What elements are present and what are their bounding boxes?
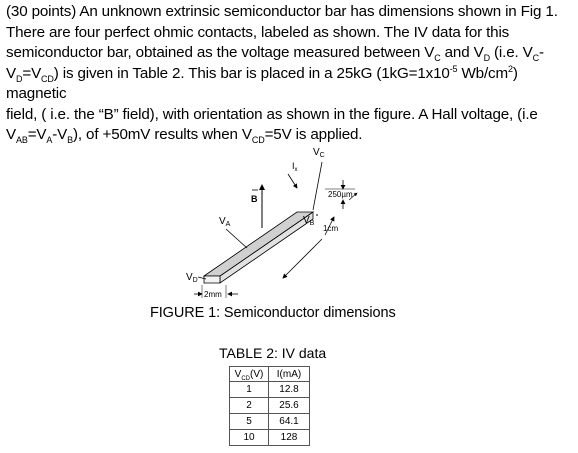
table-row <box>230 398 310 414</box>
cell-voltage: 10 <box>230 430 269 446</box>
iv-data-table <box>229 366 310 446</box>
bar-side-face <box>220 212 313 283</box>
problem-statement <box>6 2 572 146</box>
figure-drawing <box>150 142 450 312</box>
problem-line-1: (30 points) An unknown extrinsic semiconductor bar has dimensions shown in Fig 1. <box>6 3 558 20</box>
problem-line-2: There are four perfect ohmic contacts, labeled as shown. The IV data for this <box>6 23 510 41</box>
ix-label: $I_x$ <box>292 161 298 173</box>
problem-line-5: field, ( i.e. the “B” field), with orientation as shown in the figure. A Hall voltage, (i.e <box>6 105 538 123</box>
vc-lead <box>313 162 322 210</box>
cell-voltage: 2 <box>230 398 269 414</box>
b-label: B <box>251 194 258 204</box>
va-label: $V_A$ <box>219 216 231 228</box>
cell-current: 12.8 <box>269 382 310 398</box>
vb-label: $V_B$ <box>303 215 315 227</box>
figure-caption: FIGURE 1: Semiconductor dimensions <box>150 305 396 321</box>
problem-line-6: $V_{AB}=V_A-V_B$), of +50mV results when $V_{CD}=5V$ is applied. <box>6 126 363 146</box>
header-current: I(mA) <box>269 367 310 382</box>
vc-label: $V_C$ <box>313 147 325 159</box>
cell-current: 128 <box>269 430 310 446</box>
vd-label: $V_D$ <box>186 272 198 284</box>
va-lead <box>226 229 247 248</box>
table-row <box>230 382 310 398</box>
table-title: TABLE 2: IV data <box>219 345 327 361</box>
bar-end-face <box>204 276 220 283</box>
table-header-row <box>230 367 310 382</box>
cell-voltage: 5 <box>230 414 269 430</box>
header-voltage: $V_{CD}(V)$ <box>230 367 269 382</box>
table-row <box>230 430 310 446</box>
length-label: 1cm <box>323 224 339 233</box>
current-arrow <box>288 174 297 188</box>
problem-line-3: semiconductor bar, obtained as the voltage measured between $V_C$ and $V_D$ (i.e. $V_C-$ <box>6 44 544 64</box>
problem-line-4: $V_D=V_{CD}$) is given in Table 2. This bar is placed in a 25kG ($1kG=1x10^{-5}$ $Wb/cm^2$) magnetic <box>6 63 518 102</box>
cell-voltage: 1 <box>230 382 269 398</box>
semiconductor-figure <box>150 142 450 312</box>
length-arrow-down <box>283 239 322 278</box>
cell-current: 25.6 <box>269 398 310 414</box>
width-label: 2mm <box>204 290 222 299</box>
thickness-label: 250µm <box>328 190 353 199</box>
table-row <box>230 414 310 430</box>
cell-current: 64.1 <box>269 414 310 430</box>
